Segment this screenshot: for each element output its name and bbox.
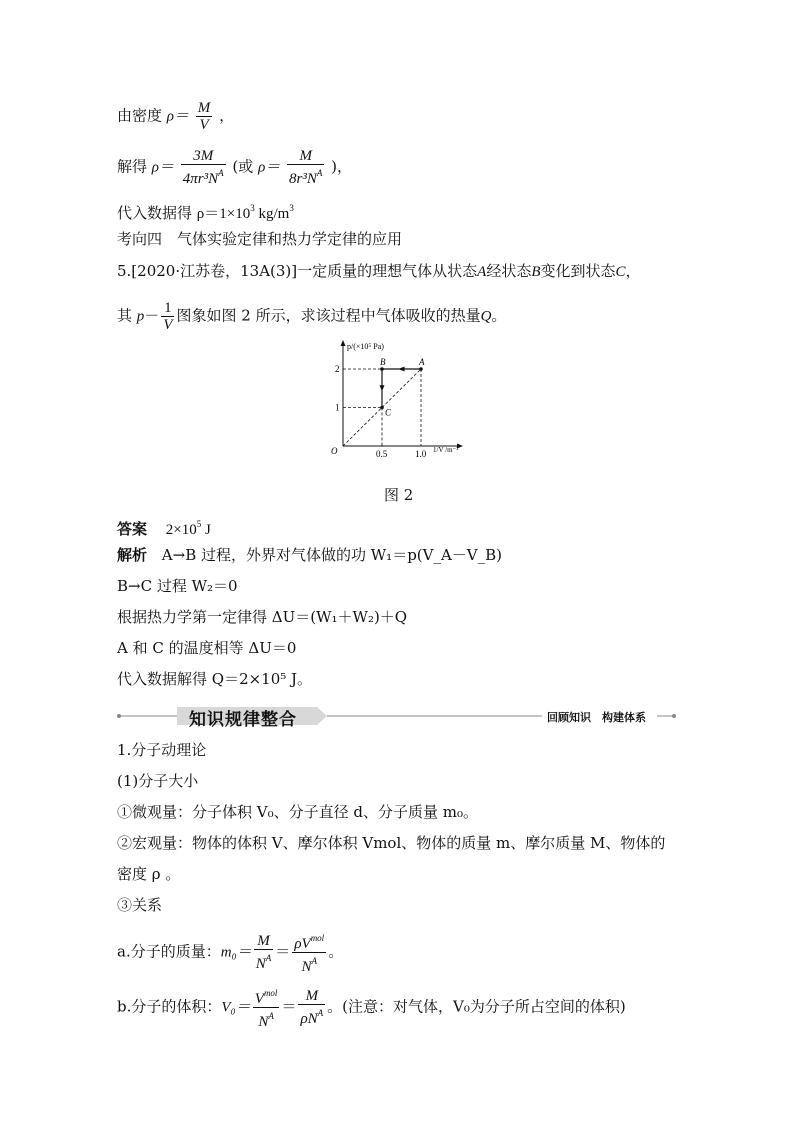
volume-fraction-1: $\frac{V^{mol}}{N^A}$ bbox=[253, 985, 280, 1030]
question-5-line-2: 其 p－ $\frac{1}{V}$ 图象如图 2 所示，求该过程中气体吸收的热量Q。 bbox=[117, 300, 507, 333]
knowledge-5: 密度 ρ 。 bbox=[117, 865, 181, 883]
solve-line bbox=[117, 148, 352, 187]
point-c bbox=[380, 406, 384, 410]
answer-line bbox=[117, 514, 211, 540]
solve-symbol: ρ＝ bbox=[151, 159, 174, 176]
point-b bbox=[380, 367, 384, 371]
banner-title: 知识规律整合 bbox=[189, 710, 297, 730]
knowledge-6: ③关系 bbox=[117, 896, 163, 914]
solve-denominator-2: $8r^3N^A$ bbox=[289, 168, 323, 187]
answer-label: 答案 bbox=[117, 520, 148, 538]
origin-label: O bbox=[331, 446, 338, 456]
x-tick-label: 1.0 bbox=[415, 449, 427, 459]
solve-prefix: 解得 bbox=[117, 157, 148, 176]
volume-fraction-2: $\frac{M}{\rho N^A}$ bbox=[300, 988, 324, 1027]
knowledge-4: ②宏观量：物体的体积 V、摩尔体积 Vmol、物体的质量 m、摩尔质量 M、物体的 bbox=[117, 834, 666, 852]
density-numerator: M bbox=[197, 100, 211, 116]
analysis-line-1: 解析 A→B 过程，外界对气体做的功 W₁＝p(V_A－V_B) bbox=[117, 546, 503, 564]
answer-value: $2\times 10^5$ J bbox=[165, 519, 211, 538]
solve-middle: (或 bbox=[232, 157, 254, 176]
banner-right-text: 回顾知识 构建体系 bbox=[547, 711, 646, 724]
arrow-a-b bbox=[399, 367, 405, 372]
y-tick-label: 2 bbox=[335, 364, 340, 374]
arrow-b-c bbox=[380, 385, 385, 391]
y-axis-arrow bbox=[341, 340, 346, 346]
density-line bbox=[117, 100, 234, 133]
mass-fraction-1: $\frac{M}{N^A}$ bbox=[255, 933, 272, 972]
plug-text: 代入数据得 bbox=[117, 204, 193, 222]
point-label-b: B bbox=[380, 357, 386, 367]
point-a bbox=[419, 367, 423, 371]
knowledge-2: (1)分子大小 bbox=[117, 772, 199, 790]
y-tick-label: 1 bbox=[335, 402, 340, 413]
density-end: ， bbox=[219, 106, 235, 125]
analysis-line-3: 根据热力学第一定律得 ΔU＝(W₁＋W₂)＋Q bbox=[117, 608, 408, 626]
density-prefix: 由密度 bbox=[117, 106, 163, 125]
mass-fraction-2: $\frac{\rho V^{mol}}{N^A}$ bbox=[292, 930, 326, 975]
analysis-line-2: B→C 过程 W₂＝0 bbox=[117, 577, 238, 595]
solve-numerator-2: M bbox=[287, 148, 324, 165]
density-symbol: ρ＝ bbox=[166, 108, 189, 125]
density-denominator: V bbox=[199, 117, 209, 133]
p-v-chart bbox=[325, 338, 475, 470]
question-5-line-1: 5.[2020·江苏卷，13A(3)]一定质量的理想气体从状态A经状态B变化到状态C， bbox=[117, 262, 641, 280]
analysis-label: 解析 bbox=[117, 546, 148, 564]
density-fraction bbox=[196, 100, 213, 133]
solve-fraction-2 bbox=[287, 148, 324, 187]
x-tick-label: 0.5 bbox=[376, 449, 388, 459]
y-axis-label: p/(×10⁵ Pa) bbox=[347, 342, 384, 351]
one-over-v-fraction: $\frac{1}{V}$ bbox=[163, 300, 173, 333]
solve-numerator-1: 3M bbox=[181, 148, 226, 165]
knowledge-molecule-volume: b.分子的体积：V₀＝ $\frac{V^{mol}}{N^A}$ ＝ $\frac{M}{\rho N^A}$ 。(注意：对气体，V₀为分子所占空间的体积) bbox=[117, 985, 626, 1030]
solve-end: )， bbox=[331, 157, 353, 176]
analysis-line-4: A 和 C 的温度相等 ΔU＝0 bbox=[117, 639, 297, 657]
knowledge-3: ①微观量：分子体积 V₀、分子直径 d、分子质量 m₀。 bbox=[117, 803, 478, 821]
point-label-c: C bbox=[385, 407, 392, 418]
figure-caption: 图 2 bbox=[384, 486, 414, 504]
analysis-line-5: 代入数据解得 Q＝2×10⁵ J。 bbox=[117, 670, 313, 688]
section-banner bbox=[117, 704, 677, 728]
solve-symbol-2: ρ＝ bbox=[258, 159, 281, 176]
point-label-a: A bbox=[419, 357, 425, 367]
plug-line bbox=[117, 198, 294, 224]
section-heading-4: 考向四 气体实验定律和热力学定律的应用 bbox=[117, 230, 403, 248]
solve-fraction-1 bbox=[181, 148, 226, 187]
knowledge-1: 1.分子动理论 bbox=[117, 741, 207, 759]
solve-denominator-1: $4\pi r^3N^A$ bbox=[182, 168, 224, 187]
plug-formula: $\rho=1\times 10^3$ $kg/m^3$ bbox=[196, 203, 294, 222]
knowledge-molecule-mass: a.分子的质量：m₀＝ $\frac{M}{N^A}$ ＝ $\frac{\rho V^{mol}}{N^A}$ 。 bbox=[117, 930, 343, 975]
x-axis-label: 1/V /m⁻³ bbox=[433, 446, 459, 454]
